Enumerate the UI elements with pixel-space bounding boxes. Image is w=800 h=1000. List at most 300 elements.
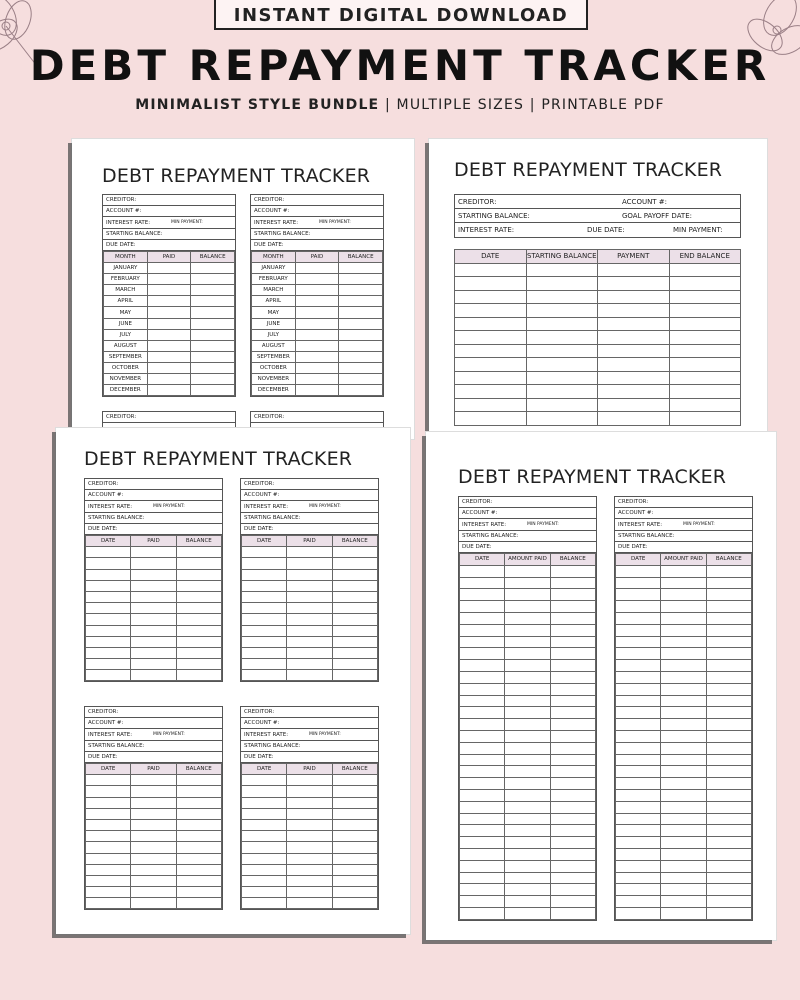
table-cell[interactable] bbox=[86, 887, 131, 898]
table-cell[interactable] bbox=[505, 884, 550, 896]
table-cell[interactable] bbox=[706, 589, 751, 601]
table-cell[interactable] bbox=[669, 344, 741, 358]
table-cell[interactable] bbox=[242, 659, 287, 670]
table-cell[interactable] bbox=[460, 766, 505, 778]
table-cell[interactable] bbox=[616, 825, 661, 837]
table-cell[interactable] bbox=[131, 603, 176, 614]
table-cell[interactable] bbox=[339, 263, 383, 274]
table-cell[interactable] bbox=[706, 801, 751, 813]
table-cell[interactable] bbox=[147, 362, 191, 373]
table-cell[interactable] bbox=[176, 842, 221, 853]
table-cell[interactable] bbox=[616, 766, 661, 778]
table-cell[interactable] bbox=[131, 659, 176, 670]
table-cell[interactable] bbox=[287, 625, 332, 636]
table-cell[interactable] bbox=[287, 569, 332, 580]
table-cell[interactable] bbox=[147, 274, 191, 285]
table-cell[interactable] bbox=[86, 864, 131, 875]
table-cell[interactable] bbox=[455, 412, 527, 426]
table-cell[interactable] bbox=[332, 670, 377, 681]
table-cell[interactable] bbox=[287, 547, 332, 558]
table-cell[interactable] bbox=[332, 614, 377, 625]
table-cell[interactable] bbox=[526, 317, 598, 331]
table-cell[interactable] bbox=[505, 766, 550, 778]
table-cell[interactable] bbox=[332, 580, 377, 591]
table-cell[interactable] bbox=[191, 318, 235, 329]
table-cell[interactable] bbox=[616, 837, 661, 849]
table-cell[interactable] bbox=[176, 614, 221, 625]
table-cell[interactable] bbox=[287, 819, 332, 830]
table-cell[interactable] bbox=[460, 801, 505, 813]
table-cell[interactable] bbox=[287, 831, 332, 842]
table-cell[interactable] bbox=[176, 887, 221, 898]
table-cell[interactable] bbox=[191, 351, 235, 362]
table-cell[interactable] bbox=[176, 558, 221, 569]
table-cell[interactable] bbox=[191, 263, 235, 274]
table-cell[interactable] bbox=[332, 819, 377, 830]
table-cell[interactable] bbox=[661, 778, 706, 790]
table-cell[interactable] bbox=[191, 285, 235, 296]
table-cell[interactable] bbox=[505, 789, 550, 801]
table-cell[interactable] bbox=[661, 601, 706, 613]
table-cell[interactable] bbox=[526, 358, 598, 372]
table-cell[interactable] bbox=[505, 801, 550, 813]
table-cell[interactable] bbox=[550, 860, 595, 872]
table-cell[interactable] bbox=[332, 875, 377, 886]
table-cell[interactable] bbox=[287, 864, 332, 875]
table-cell[interactable] bbox=[706, 789, 751, 801]
table-cell[interactable] bbox=[505, 813, 550, 825]
table-cell[interactable] bbox=[242, 647, 287, 658]
table-cell[interactable] bbox=[242, 569, 287, 580]
table-cell[interactable] bbox=[550, 695, 595, 707]
table-cell[interactable] bbox=[550, 648, 595, 660]
table-cell[interactable] bbox=[460, 577, 505, 589]
table-cell[interactable] bbox=[86, 819, 131, 830]
table-cell[interactable] bbox=[706, 813, 751, 825]
table-cell[interactable] bbox=[661, 648, 706, 660]
table-cell[interactable] bbox=[295, 351, 339, 362]
table-cell[interactable] bbox=[131, 614, 176, 625]
table-cell[interactable] bbox=[339, 374, 383, 385]
table-cell[interactable] bbox=[86, 842, 131, 853]
table-cell[interactable] bbox=[526, 344, 598, 358]
table-cell[interactable] bbox=[131, 547, 176, 558]
table-cell[interactable] bbox=[669, 290, 741, 304]
table-cell[interactable] bbox=[455, 304, 527, 318]
table-cell[interactable] bbox=[460, 848, 505, 860]
table-cell[interactable] bbox=[550, 825, 595, 837]
table-cell[interactable] bbox=[176, 591, 221, 602]
table-cell[interactable] bbox=[661, 565, 706, 577]
table-cell[interactable] bbox=[505, 825, 550, 837]
table-cell[interactable] bbox=[505, 565, 550, 577]
table-cell[interactable] bbox=[526, 412, 598, 426]
table-cell[interactable] bbox=[616, 907, 661, 919]
table-cell[interactable] bbox=[661, 837, 706, 849]
table-cell[interactable] bbox=[131, 569, 176, 580]
table-cell[interactable] bbox=[550, 884, 595, 896]
table-cell[interactable] bbox=[661, 907, 706, 919]
table-cell[interactable] bbox=[332, 831, 377, 842]
table-cell[interactable] bbox=[598, 317, 670, 331]
table-cell[interactable] bbox=[526, 304, 598, 318]
table-cell[interactable] bbox=[550, 565, 595, 577]
table-cell[interactable] bbox=[147, 329, 191, 340]
table-cell[interactable] bbox=[295, 329, 339, 340]
table-cell[interactable] bbox=[661, 754, 706, 766]
table-cell[interactable] bbox=[131, 864, 176, 875]
table-cell[interactable] bbox=[616, 754, 661, 766]
table-cell[interactable] bbox=[131, 831, 176, 842]
table-cell[interactable] bbox=[86, 580, 131, 591]
table-cell[interactable] bbox=[86, 647, 131, 658]
table-cell[interactable] bbox=[616, 624, 661, 636]
table-cell[interactable] bbox=[86, 603, 131, 614]
table-cell[interactable] bbox=[505, 707, 550, 719]
table-cell[interactable] bbox=[616, 683, 661, 695]
table-cell[interactable] bbox=[706, 648, 751, 660]
table-cell[interactable] bbox=[86, 558, 131, 569]
table-cell[interactable] bbox=[505, 695, 550, 707]
table-cell[interactable] bbox=[332, 853, 377, 864]
table-cell[interactable] bbox=[661, 707, 706, 719]
table-cell[interactable] bbox=[242, 591, 287, 602]
table-cell[interactable] bbox=[661, 801, 706, 813]
table-cell[interactable] bbox=[550, 872, 595, 884]
table-cell[interactable] bbox=[706, 683, 751, 695]
table-cell[interactable] bbox=[86, 591, 131, 602]
table-cell[interactable] bbox=[455, 331, 527, 345]
table-cell[interactable] bbox=[460, 695, 505, 707]
table-cell[interactable] bbox=[706, 778, 751, 790]
table-cell[interactable] bbox=[616, 636, 661, 648]
table-cell[interactable] bbox=[526, 263, 598, 277]
table-cell[interactable] bbox=[661, 766, 706, 778]
table-cell[interactable] bbox=[191, 274, 235, 285]
table-cell[interactable] bbox=[287, 558, 332, 569]
table-cell[interactable] bbox=[455, 344, 527, 358]
table-cell[interactable] bbox=[131, 558, 176, 569]
table-cell[interactable] bbox=[131, 647, 176, 658]
table-cell[interactable] bbox=[131, 797, 176, 808]
table-cell[interactable] bbox=[460, 707, 505, 719]
table-cell[interactable] bbox=[147, 374, 191, 385]
table-cell[interactable] bbox=[86, 786, 131, 797]
table-cell[interactable] bbox=[661, 683, 706, 695]
table-cell[interactable] bbox=[706, 825, 751, 837]
table-cell[interactable] bbox=[505, 837, 550, 849]
table-cell[interactable] bbox=[86, 625, 131, 636]
table-cell[interactable] bbox=[455, 263, 527, 277]
table-cell[interactable] bbox=[526, 385, 598, 399]
table-cell[interactable] bbox=[706, 719, 751, 731]
table-cell[interactable] bbox=[706, 695, 751, 707]
table-cell[interactable] bbox=[295, 385, 339, 396]
table-cell[interactable] bbox=[191, 385, 235, 396]
table-cell[interactable] bbox=[455, 317, 527, 331]
table-cell[interactable] bbox=[616, 801, 661, 813]
table-cell[interactable] bbox=[339, 307, 383, 318]
table-cell[interactable] bbox=[706, 660, 751, 672]
table-cell[interactable] bbox=[86, 547, 131, 558]
table-cell[interactable] bbox=[242, 636, 287, 647]
table-cell[interactable] bbox=[287, 775, 332, 786]
table-cell[interactable] bbox=[661, 730, 706, 742]
table-cell[interactable] bbox=[706, 671, 751, 683]
table-cell[interactable] bbox=[295, 274, 339, 285]
table-cell[interactable] bbox=[706, 766, 751, 778]
table-cell[interactable] bbox=[287, 786, 332, 797]
table-cell[interactable] bbox=[287, 808, 332, 819]
table-cell[interactable] bbox=[295, 307, 339, 318]
table-cell[interactable] bbox=[332, 775, 377, 786]
table-cell[interactable] bbox=[616, 565, 661, 577]
table-cell[interactable] bbox=[191, 362, 235, 373]
table-cell[interactable] bbox=[147, 340, 191, 351]
table-cell[interactable] bbox=[242, 808, 287, 819]
table-cell[interactable] bbox=[550, 577, 595, 589]
table-cell[interactable] bbox=[86, 875, 131, 886]
table-cell[interactable] bbox=[332, 797, 377, 808]
table-cell[interactable] bbox=[176, 786, 221, 797]
table-cell[interactable] bbox=[176, 864, 221, 875]
table-cell[interactable] bbox=[598, 304, 670, 318]
table-cell[interactable] bbox=[505, 907, 550, 919]
table-cell[interactable] bbox=[147, 296, 191, 307]
table-cell[interactable] bbox=[550, 813, 595, 825]
table-cell[interactable] bbox=[616, 612, 661, 624]
table-cell[interactable] bbox=[131, 625, 176, 636]
table-cell[interactable] bbox=[550, 896, 595, 908]
table-cell[interactable] bbox=[505, 671, 550, 683]
table-cell[interactable] bbox=[661, 884, 706, 896]
table-cell[interactable] bbox=[505, 860, 550, 872]
table-cell[interactable] bbox=[505, 730, 550, 742]
table-cell[interactable] bbox=[598, 277, 670, 291]
table-cell[interactable] bbox=[505, 778, 550, 790]
table-cell[interactable] bbox=[242, 775, 287, 786]
table-cell[interactable] bbox=[287, 670, 332, 681]
table-cell[interactable] bbox=[616, 601, 661, 613]
table-cell[interactable] bbox=[616, 707, 661, 719]
table-cell[interactable] bbox=[131, 875, 176, 886]
table-cell[interactable] bbox=[550, 612, 595, 624]
table-cell[interactable] bbox=[339, 351, 383, 362]
table-cell[interactable] bbox=[332, 647, 377, 658]
table-cell[interactable] bbox=[332, 547, 377, 558]
table-cell[interactable] bbox=[332, 603, 377, 614]
table-cell[interactable] bbox=[295, 263, 339, 274]
table-cell[interactable] bbox=[191, 296, 235, 307]
table-cell[interactable] bbox=[332, 636, 377, 647]
table-cell[interactable] bbox=[191, 374, 235, 385]
table-cell[interactable] bbox=[86, 636, 131, 647]
table-cell[interactable] bbox=[86, 808, 131, 819]
table-cell[interactable] bbox=[616, 789, 661, 801]
table-cell[interactable] bbox=[505, 612, 550, 624]
table-cell[interactable] bbox=[339, 340, 383, 351]
table-cell[interactable] bbox=[339, 362, 383, 373]
table-cell[interactable] bbox=[550, 848, 595, 860]
table-cell[interactable] bbox=[191, 340, 235, 351]
table-cell[interactable] bbox=[287, 614, 332, 625]
table-cell[interactable] bbox=[706, 565, 751, 577]
table-cell[interactable] bbox=[332, 808, 377, 819]
table-cell[interactable] bbox=[526, 290, 598, 304]
table-cell[interactable] bbox=[242, 547, 287, 558]
table-cell[interactable] bbox=[455, 277, 527, 291]
table-cell[interactable] bbox=[661, 636, 706, 648]
table-cell[interactable] bbox=[339, 285, 383, 296]
table-cell[interactable] bbox=[147, 385, 191, 396]
table-cell[interactable] bbox=[598, 344, 670, 358]
table-cell[interactable] bbox=[669, 304, 741, 318]
table-cell[interactable] bbox=[295, 296, 339, 307]
table-cell[interactable] bbox=[131, 842, 176, 853]
table-cell[interactable] bbox=[332, 887, 377, 898]
table-cell[interactable] bbox=[86, 775, 131, 786]
table-cell[interactable] bbox=[295, 374, 339, 385]
table-cell[interactable] bbox=[460, 789, 505, 801]
table-cell[interactable] bbox=[661, 612, 706, 624]
table-cell[interactable] bbox=[455, 371, 527, 385]
table-cell[interactable] bbox=[460, 778, 505, 790]
table-cell[interactable] bbox=[460, 896, 505, 908]
table-cell[interactable] bbox=[505, 577, 550, 589]
table-cell[interactable] bbox=[295, 285, 339, 296]
table-cell[interactable] bbox=[669, 398, 741, 412]
table-cell[interactable] bbox=[287, 887, 332, 898]
table-cell[interactable] bbox=[242, 670, 287, 681]
table-cell[interactable] bbox=[706, 577, 751, 589]
table-cell[interactable] bbox=[706, 601, 751, 613]
table-cell[interactable] bbox=[706, 754, 751, 766]
table-cell[interactable] bbox=[242, 558, 287, 569]
table-cell[interactable] bbox=[460, 742, 505, 754]
table-cell[interactable] bbox=[332, 786, 377, 797]
table-cell[interactable] bbox=[550, 742, 595, 754]
table-cell[interactable] bbox=[661, 660, 706, 672]
table-cell[interactable] bbox=[131, 786, 176, 797]
table-cell[interactable] bbox=[455, 385, 527, 399]
table-cell[interactable] bbox=[505, 719, 550, 731]
table-cell[interactable] bbox=[550, 624, 595, 636]
table-cell[interactable] bbox=[242, 853, 287, 864]
table-cell[interactable] bbox=[598, 331, 670, 345]
table-cell[interactable] bbox=[550, 671, 595, 683]
table-cell[interactable] bbox=[332, 659, 377, 670]
table-cell[interactable] bbox=[661, 719, 706, 731]
table-cell[interactable] bbox=[131, 887, 176, 898]
table-cell[interactable] bbox=[332, 898, 377, 909]
table-cell[interactable] bbox=[332, 591, 377, 602]
table-cell[interactable] bbox=[332, 625, 377, 636]
table-cell[interactable] bbox=[550, 766, 595, 778]
table-cell[interactable] bbox=[661, 896, 706, 908]
table-cell[interactable] bbox=[706, 907, 751, 919]
table-cell[interactable] bbox=[550, 789, 595, 801]
table-cell[interactable] bbox=[505, 636, 550, 648]
table-cell[interactable] bbox=[550, 683, 595, 695]
table-cell[interactable] bbox=[616, 848, 661, 860]
table-cell[interactable] bbox=[706, 837, 751, 849]
table-cell[interactable] bbox=[460, 683, 505, 695]
table-cell[interactable] bbox=[131, 580, 176, 591]
table-cell[interactable] bbox=[706, 896, 751, 908]
table-cell[interactable] bbox=[616, 896, 661, 908]
table-cell[interactable] bbox=[242, 898, 287, 909]
table-cell[interactable] bbox=[598, 290, 670, 304]
table-cell[interactable] bbox=[616, 778, 661, 790]
table-cell[interactable] bbox=[706, 742, 751, 754]
table-cell[interactable] bbox=[661, 624, 706, 636]
table-cell[interactable] bbox=[287, 580, 332, 591]
table-cell[interactable] bbox=[176, 853, 221, 864]
table-cell[interactable] bbox=[176, 775, 221, 786]
table-cell[interactable] bbox=[242, 786, 287, 797]
table-cell[interactable] bbox=[460, 825, 505, 837]
table-cell[interactable] bbox=[661, 813, 706, 825]
table-cell[interactable] bbox=[669, 317, 741, 331]
table-cell[interactable] bbox=[661, 789, 706, 801]
table-cell[interactable] bbox=[661, 872, 706, 884]
table-cell[interactable] bbox=[131, 591, 176, 602]
table-cell[interactable] bbox=[616, 695, 661, 707]
table-cell[interactable] bbox=[176, 808, 221, 819]
table-cell[interactable] bbox=[550, 754, 595, 766]
table-cell[interactable] bbox=[616, 813, 661, 825]
table-cell[interactable] bbox=[661, 860, 706, 872]
table-cell[interactable] bbox=[460, 813, 505, 825]
table-cell[interactable] bbox=[460, 837, 505, 849]
table-cell[interactable] bbox=[86, 659, 131, 670]
table-cell[interactable] bbox=[550, 837, 595, 849]
table-cell[interactable] bbox=[131, 808, 176, 819]
table-cell[interactable] bbox=[176, 547, 221, 558]
table-cell[interactable] bbox=[706, 636, 751, 648]
table-cell[interactable] bbox=[176, 580, 221, 591]
table-cell[interactable] bbox=[598, 263, 670, 277]
table-cell[interactable] bbox=[550, 589, 595, 601]
table-cell[interactable] bbox=[287, 636, 332, 647]
table-cell[interactable] bbox=[550, 730, 595, 742]
table-cell[interactable] bbox=[455, 398, 527, 412]
table-cell[interactable] bbox=[505, 660, 550, 672]
table-cell[interactable] bbox=[176, 831, 221, 842]
table-cell[interactable] bbox=[616, 648, 661, 660]
table-cell[interactable] bbox=[242, 819, 287, 830]
table-cell[interactable] bbox=[332, 842, 377, 853]
table-cell[interactable] bbox=[147, 307, 191, 318]
table-cell[interactable] bbox=[131, 775, 176, 786]
table-cell[interactable] bbox=[242, 875, 287, 886]
table-cell[interactable] bbox=[616, 860, 661, 872]
table-cell[interactable] bbox=[287, 853, 332, 864]
table-cell[interactable] bbox=[460, 872, 505, 884]
table-cell[interactable] bbox=[191, 307, 235, 318]
table-cell[interactable] bbox=[86, 797, 131, 808]
table-cell[interactable] bbox=[287, 591, 332, 602]
table-cell[interactable] bbox=[669, 412, 741, 426]
table-cell[interactable] bbox=[661, 589, 706, 601]
table-cell[interactable] bbox=[661, 671, 706, 683]
table-cell[interactable] bbox=[598, 385, 670, 399]
table-cell[interactable] bbox=[287, 842, 332, 853]
table-cell[interactable] bbox=[147, 263, 191, 274]
table-cell[interactable] bbox=[706, 872, 751, 884]
table-cell[interactable] bbox=[131, 819, 176, 830]
table-cell[interactable] bbox=[86, 853, 131, 864]
